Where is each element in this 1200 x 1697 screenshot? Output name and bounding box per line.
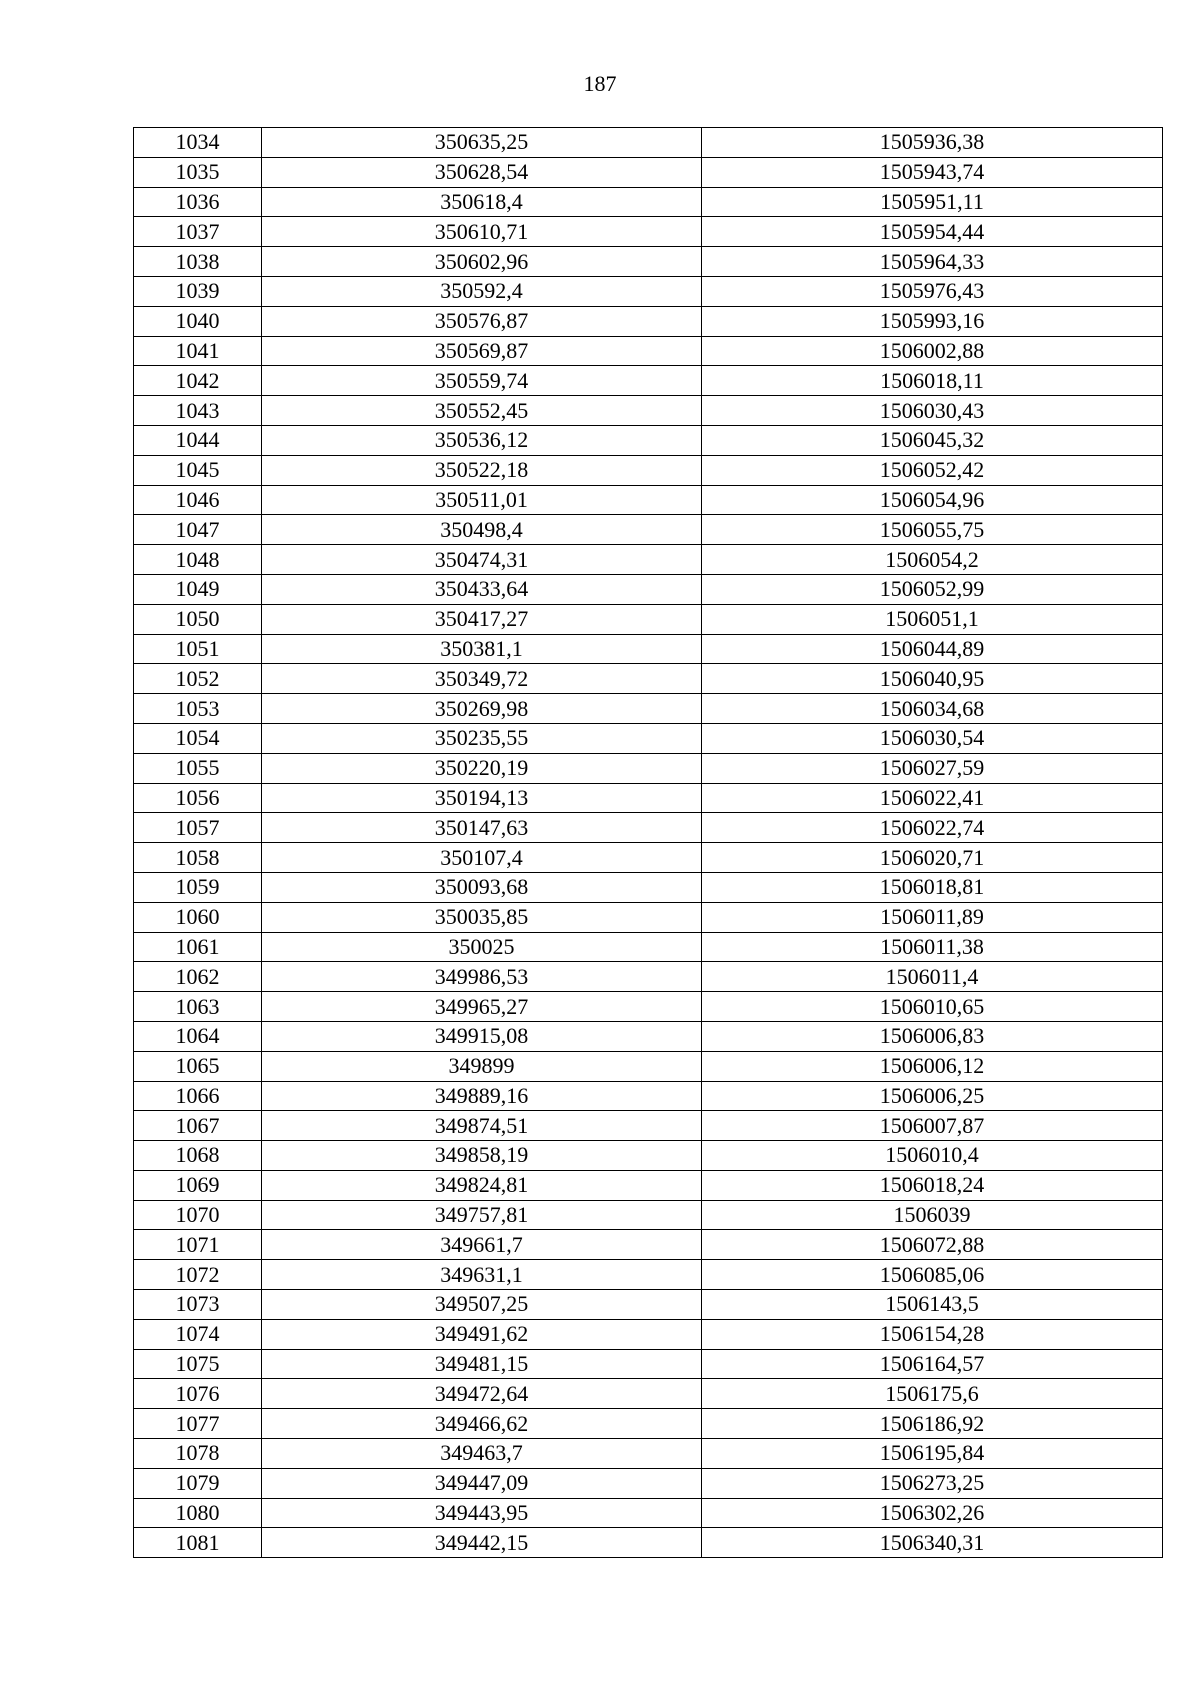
x-coordinate-cell: 349466,62 [262, 1409, 702, 1439]
x-coordinate-cell: 350417,27 [262, 604, 702, 634]
x-coordinate-cell: 350025 [262, 932, 702, 962]
point-number-cell: 1041 [134, 336, 262, 366]
y-coordinate-cell: 1506085,06 [702, 1260, 1163, 1290]
y-coordinate-cell: 1506164,57 [702, 1349, 1163, 1379]
point-number-cell: 1034 [134, 128, 262, 158]
table-row [134, 753, 1163, 783]
x-coordinate-cell: 349507,25 [262, 1290, 702, 1320]
y-coordinate-cell: 1506302,26 [702, 1498, 1163, 1528]
point-number-cell: 1052 [134, 664, 262, 694]
x-coordinate-cell: 350511,01 [262, 485, 702, 515]
point-number-cell: 1049 [134, 574, 262, 604]
y-coordinate-cell: 1506072,88 [702, 1230, 1163, 1260]
x-coordinate-cell: 349757,81 [262, 1200, 702, 1230]
y-coordinate-cell: 1506045,32 [702, 425, 1163, 455]
table-row [134, 902, 1163, 932]
x-coordinate-cell: 350147,63 [262, 813, 702, 843]
x-coordinate-cell: 349965,27 [262, 992, 702, 1022]
y-coordinate-cell: 1506018,11 [702, 366, 1163, 396]
table-row [134, 1319, 1163, 1349]
table-row [134, 1051, 1163, 1081]
y-coordinate-cell: 1506011,4 [702, 962, 1163, 992]
point-number-cell: 1039 [134, 276, 262, 306]
y-coordinate-cell: 1506010,4 [702, 1141, 1163, 1171]
y-coordinate-cell: 1506022,41 [702, 783, 1163, 813]
page-number: 187 [583, 71, 617, 96]
table-row [134, 396, 1163, 426]
point-number-cell: 1036 [134, 187, 262, 217]
x-coordinate-cell: 350628,54 [262, 157, 702, 187]
x-coordinate-cell: 349858,19 [262, 1141, 702, 1171]
x-coordinate-cell: 350635,25 [262, 128, 702, 158]
table-row [134, 783, 1163, 813]
x-coordinate-cell: 350194,13 [262, 783, 702, 813]
point-number-cell: 1044 [134, 425, 262, 455]
table-row [134, 1528, 1163, 1558]
x-coordinate-cell: 350381,1 [262, 634, 702, 664]
point-number-cell: 1047 [134, 515, 262, 545]
point-number-cell: 1058 [134, 843, 262, 873]
y-coordinate-cell: 1506022,74 [702, 813, 1163, 843]
x-coordinate-cell: 349472,64 [262, 1379, 702, 1409]
x-coordinate-cell: 349631,1 [262, 1260, 702, 1290]
point-number-cell: 1077 [134, 1409, 262, 1439]
point-number-cell: 1045 [134, 455, 262, 485]
table-row [134, 574, 1163, 604]
table-row [134, 247, 1163, 277]
x-coordinate-cell: 350559,74 [262, 366, 702, 396]
point-number-cell: 1059 [134, 872, 262, 902]
table-row [134, 1498, 1163, 1528]
point-number-cell: 1054 [134, 723, 262, 753]
point-number-cell: 1035 [134, 157, 262, 187]
point-number-cell: 1070 [134, 1200, 262, 1230]
y-coordinate-cell: 1506195,84 [702, 1439, 1163, 1469]
table-row [134, 485, 1163, 515]
x-coordinate-cell: 350602,96 [262, 247, 702, 277]
table-row [134, 425, 1163, 455]
table-row [134, 962, 1163, 992]
table-row [134, 1409, 1163, 1439]
x-coordinate-cell: 350618,4 [262, 187, 702, 217]
point-number-cell: 1079 [134, 1468, 262, 1498]
table-row [134, 1170, 1163, 1200]
y-coordinate-cell: 1506040,95 [702, 664, 1163, 694]
table-row [134, 634, 1163, 664]
point-number-cell: 1067 [134, 1111, 262, 1141]
y-coordinate-cell: 1506055,75 [702, 515, 1163, 545]
x-coordinate-cell: 350498,4 [262, 515, 702, 545]
table-row [134, 128, 1163, 158]
table-row [134, 217, 1163, 247]
y-coordinate-cell: 1506052,99 [702, 574, 1163, 604]
x-coordinate-cell: 349463,7 [262, 1439, 702, 1469]
table-row [134, 187, 1163, 217]
y-coordinate-cell: 1506340,31 [702, 1528, 1163, 1558]
point-number-cell: 1048 [134, 545, 262, 575]
y-coordinate-cell: 1506143,5 [702, 1290, 1163, 1320]
x-coordinate-cell: 350552,45 [262, 396, 702, 426]
point-number-cell: 1078 [134, 1439, 262, 1469]
x-coordinate-cell: 349442,15 [262, 1528, 702, 1558]
table-row [134, 1141, 1163, 1171]
table-row [134, 1290, 1163, 1320]
table-row [134, 1081, 1163, 1111]
point-number-cell: 1081 [134, 1528, 262, 1558]
point-number-cell: 1046 [134, 485, 262, 515]
x-coordinate-cell: 350576,87 [262, 306, 702, 336]
x-coordinate-cell: 350536,12 [262, 425, 702, 455]
y-coordinate-cell: 1506030,54 [702, 723, 1163, 753]
x-coordinate-cell: 350474,31 [262, 545, 702, 575]
y-coordinate-cell: 1505976,43 [702, 276, 1163, 306]
point-number-cell: 1061 [134, 932, 262, 962]
y-coordinate-cell: 1506010,65 [702, 992, 1163, 1022]
table-row [134, 1021, 1163, 1051]
table-row [134, 1468, 1163, 1498]
table-row [134, 545, 1163, 575]
y-coordinate-cell: 1506006,25 [702, 1081, 1163, 1111]
table-row [134, 276, 1163, 306]
x-coordinate-cell: 349874,51 [262, 1111, 702, 1141]
point-number-cell: 1074 [134, 1319, 262, 1349]
point-number-cell: 1060 [134, 902, 262, 932]
x-coordinate-cell: 350107,4 [262, 843, 702, 873]
y-coordinate-cell: 1505943,74 [702, 157, 1163, 187]
x-coordinate-cell: 349661,7 [262, 1230, 702, 1260]
y-coordinate-cell: 1506011,38 [702, 932, 1163, 962]
y-coordinate-cell: 1506052,42 [702, 455, 1163, 485]
point-number-cell: 1056 [134, 783, 262, 813]
point-number-cell: 1038 [134, 247, 262, 277]
y-coordinate-cell: 1505936,38 [702, 128, 1163, 158]
y-coordinate-cell: 1506054,96 [702, 485, 1163, 515]
y-coordinate-cell: 1506175,6 [702, 1379, 1163, 1409]
table-row [134, 1230, 1163, 1260]
point-number-cell: 1040 [134, 306, 262, 336]
table-row [134, 515, 1163, 545]
table-row [134, 366, 1163, 396]
table-row [134, 306, 1163, 336]
point-number-cell: 1057 [134, 813, 262, 843]
x-coordinate-cell: 349889,16 [262, 1081, 702, 1111]
y-coordinate-cell: 1506273,25 [702, 1468, 1163, 1498]
x-coordinate-cell: 350035,85 [262, 902, 702, 932]
point-number-cell: 1076 [134, 1379, 262, 1409]
x-coordinate-cell: 350522,18 [262, 455, 702, 485]
y-coordinate-cell: 1506034,68 [702, 694, 1163, 724]
x-coordinate-cell: 349915,08 [262, 1021, 702, 1051]
table-row [134, 157, 1163, 187]
coordinates-table [133, 127, 1163, 1558]
y-coordinate-cell: 1506002,88 [702, 336, 1163, 366]
x-coordinate-cell: 349481,15 [262, 1349, 702, 1379]
x-coordinate-cell: 349447,09 [262, 1468, 702, 1498]
table-row [134, 872, 1163, 902]
point-number-cell: 1062 [134, 962, 262, 992]
table-row [134, 992, 1163, 1022]
point-number-cell: 1053 [134, 694, 262, 724]
point-number-cell: 1065 [134, 1051, 262, 1081]
coordinates-table-body [134, 128, 1163, 1558]
y-coordinate-cell: 1506006,83 [702, 1021, 1163, 1051]
y-coordinate-cell: 1505951,11 [702, 187, 1163, 217]
table-row [134, 1260, 1163, 1290]
x-coordinate-cell: 350349,72 [262, 664, 702, 694]
x-coordinate-cell: 349986,53 [262, 962, 702, 992]
y-coordinate-cell: 1506027,59 [702, 753, 1163, 783]
table-row [134, 604, 1163, 634]
y-coordinate-cell: 1506051,1 [702, 604, 1163, 634]
point-number-cell: 1043 [134, 396, 262, 426]
point-number-cell: 1037 [134, 217, 262, 247]
y-coordinate-cell: 1506006,12 [702, 1051, 1163, 1081]
point-number-cell: 1050 [134, 604, 262, 634]
x-coordinate-cell: 350235,55 [262, 723, 702, 753]
x-coordinate-cell: 350269,98 [262, 694, 702, 724]
y-coordinate-cell: 1506039 [702, 1200, 1163, 1230]
x-coordinate-cell: 349824,81 [262, 1170, 702, 1200]
point-number-cell: 1055 [134, 753, 262, 783]
table-row [134, 813, 1163, 843]
y-coordinate-cell: 1506018,24 [702, 1170, 1163, 1200]
table-row [134, 455, 1163, 485]
point-number-cell: 1051 [134, 634, 262, 664]
y-coordinate-cell: 1506044,89 [702, 634, 1163, 664]
table-row [134, 843, 1163, 873]
x-coordinate-cell: 350433,64 [262, 574, 702, 604]
y-coordinate-cell: 1505964,33 [702, 247, 1163, 277]
x-coordinate-cell: 349443,95 [262, 1498, 702, 1528]
x-coordinate-cell: 350610,71 [262, 217, 702, 247]
point-number-cell: 1063 [134, 992, 262, 1022]
x-coordinate-cell: 350220,19 [262, 753, 702, 783]
table-row [134, 1379, 1163, 1409]
point-number-cell: 1066 [134, 1081, 262, 1111]
point-number-cell: 1068 [134, 1141, 262, 1171]
y-coordinate-cell: 1506030,43 [702, 396, 1163, 426]
table-row [134, 723, 1163, 753]
y-coordinate-cell: 1506154,28 [702, 1319, 1163, 1349]
table-row [134, 1439, 1163, 1469]
point-number-cell: 1069 [134, 1170, 262, 1200]
y-coordinate-cell: 1506011,89 [702, 902, 1163, 932]
table-row [134, 1111, 1163, 1141]
table-row [134, 1200, 1163, 1230]
point-number-cell: 1080 [134, 1498, 262, 1528]
table-row [134, 664, 1163, 694]
x-coordinate-cell: 350569,87 [262, 336, 702, 366]
table-row [134, 1349, 1163, 1379]
point-number-cell: 1072 [134, 1260, 262, 1290]
point-number-cell: 1064 [134, 1021, 262, 1051]
x-coordinate-cell: 349491,62 [262, 1319, 702, 1349]
table-row [134, 932, 1163, 962]
x-coordinate-cell: 349899 [262, 1051, 702, 1081]
point-number-cell: 1042 [134, 366, 262, 396]
x-coordinate-cell: 350093,68 [262, 872, 702, 902]
table-row [134, 694, 1163, 724]
y-coordinate-cell: 1505954,44 [702, 217, 1163, 247]
point-number-cell: 1071 [134, 1230, 262, 1260]
y-coordinate-cell: 1505993,16 [702, 306, 1163, 336]
y-coordinate-cell: 1506018,81 [702, 872, 1163, 902]
y-coordinate-cell: 1506054,2 [702, 545, 1163, 575]
point-number-cell: 1073 [134, 1290, 262, 1320]
x-coordinate-cell: 350592,4 [262, 276, 702, 306]
y-coordinate-cell: 1506186,92 [702, 1409, 1163, 1439]
point-number-cell: 1075 [134, 1349, 262, 1379]
y-coordinate-cell: 1506020,71 [702, 843, 1163, 873]
y-coordinate-cell: 1506007,87 [702, 1111, 1163, 1141]
table-row [134, 336, 1163, 366]
